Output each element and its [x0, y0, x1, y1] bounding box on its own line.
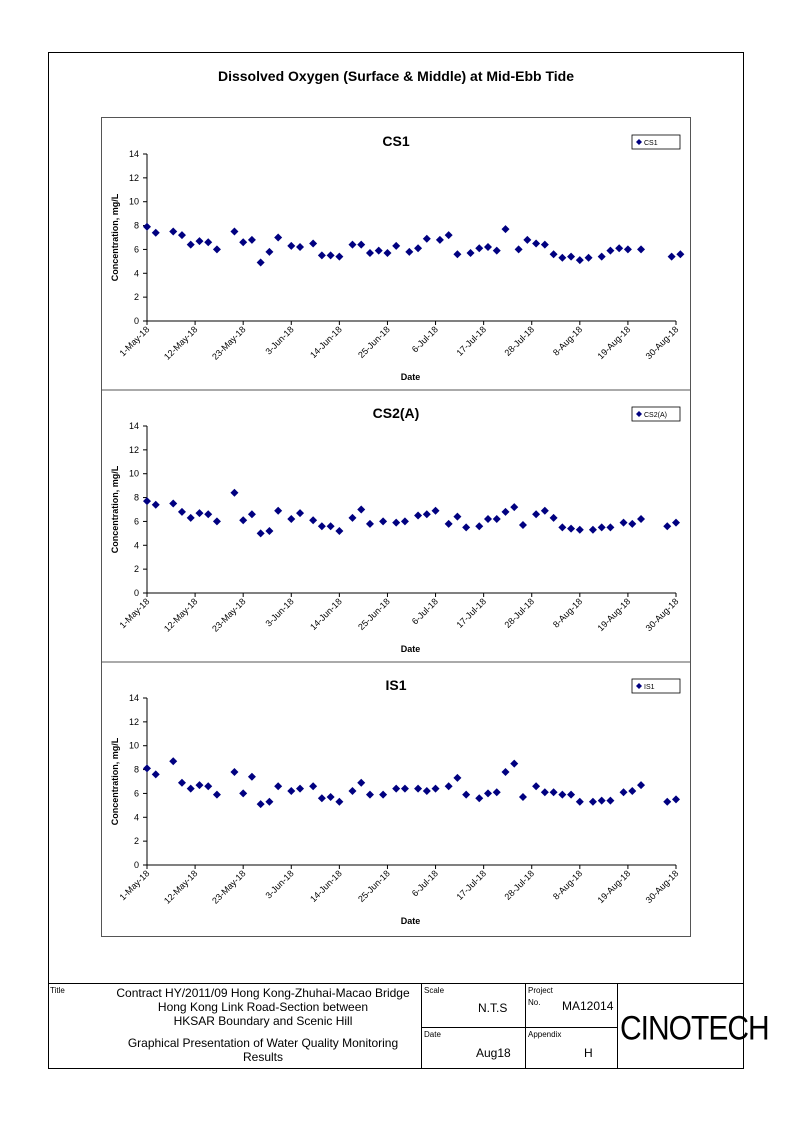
data-point — [187, 241, 195, 249]
data-point — [550, 250, 558, 258]
x-tick-label: 25-Jun-18 — [356, 324, 392, 361]
x-axis-label: Date — [400, 644, 421, 654]
y-tick-label: 2 — [133, 564, 139, 575]
x-tick-label: 6-Jul-18 — [409, 868, 440, 899]
x-tick-label: 14-Jun-18 — [308, 324, 344, 361]
x-tick-label: 30-Aug-18 — [643, 324, 681, 362]
data-point — [423, 235, 431, 243]
data-point — [620, 788, 628, 796]
data-point — [493, 515, 501, 523]
data-point — [366, 520, 374, 528]
data-point — [423, 510, 431, 518]
appendix-label: Appendix — [528, 1030, 562, 1039]
chart-title: CS1 — [382, 133, 410, 149]
data-point — [541, 788, 549, 796]
y-tick-label: 0 — [133, 316, 139, 326]
data-point — [510, 503, 518, 511]
y-tick-label: 8 — [133, 220, 139, 231]
data-point — [379, 791, 387, 799]
x-tick-label: 8-Aug-18 — [550, 596, 585, 630]
data-point — [515, 245, 523, 253]
project-title — [108, 986, 418, 1064]
data-point — [558, 523, 566, 531]
data-point — [637, 245, 645, 253]
data-point — [628, 787, 636, 795]
data-point — [401, 517, 409, 525]
x-tick-label: 30-Aug-18 — [643, 868, 681, 906]
y-tick-label: 0 — [133, 588, 139, 598]
data-point — [628, 520, 636, 528]
data-point — [257, 259, 265, 267]
data-point — [366, 791, 374, 799]
y-tick-label: 14 — [128, 693, 139, 703]
scale-label: Scale — [424, 986, 445, 995]
data-point — [585, 254, 593, 262]
x-tick-label: 23-May-18 — [210, 324, 248, 362]
data-point — [248, 236, 256, 244]
data-point — [672, 795, 680, 803]
data-point — [453, 774, 461, 782]
project-no-label: No. — [528, 998, 541, 1007]
y-axis-label: Concentration, mg/L — [110, 193, 120, 282]
data-point — [357, 241, 365, 249]
x-tick-label: 6-Jul-18 — [409, 324, 440, 355]
data-point — [401, 785, 409, 793]
data-point — [348, 514, 356, 522]
x-tick-label: 23-May-18 — [210, 596, 248, 634]
data-point — [204, 782, 212, 790]
data-point — [414, 511, 422, 519]
data-point — [501, 768, 509, 776]
title-line: Contract HY/2011/09 Hong Kong-Zhuhai-Macao Bridge — [116, 986, 410, 1000]
data-point — [392, 519, 400, 527]
data-point — [287, 242, 295, 250]
data-point — [169, 757, 177, 765]
y-tick-label: 8 — [133, 764, 139, 775]
data-point — [392, 242, 400, 250]
data-point — [414, 244, 422, 252]
data-point — [239, 238, 247, 246]
data-point — [467, 249, 475, 257]
x-tick-label: 8-Aug-18 — [550, 324, 585, 358]
y-tick-label: 12 — [128, 716, 139, 727]
data-point — [637, 781, 645, 789]
y-tick-label: 14 — [128, 421, 139, 431]
data-point — [309, 782, 317, 790]
title-label: Title — [50, 986, 65, 995]
data-point — [335, 527, 343, 535]
x-tick-label: 14-Jun-18 — [308, 868, 344, 905]
title-line: Hong Kong Link Road-Section between — [157, 1000, 369, 1014]
data-point — [445, 520, 453, 528]
data-point — [296, 509, 304, 517]
x-axis-label: Date — [400, 916, 421, 926]
y-tick-label: 2 — [133, 292, 139, 303]
x-tick-label: 12-May-18 — [162, 324, 200, 362]
data-point — [239, 789, 247, 797]
x-tick-label: 3-Jun-18 — [263, 324, 296, 357]
data-point — [405, 248, 413, 256]
data-point — [195, 509, 203, 517]
data-point — [327, 793, 335, 801]
x-tick-label: 19-Aug-18 — [595, 596, 633, 634]
chart-3 — [102, 662, 690, 926]
y-tick-label: 2 — [133, 836, 139, 847]
data-point — [230, 489, 238, 497]
chart-1 — [110, 133, 684, 382]
data-point — [558, 254, 566, 262]
x-tick-label: 1-May-18 — [117, 868, 152, 903]
y-tick-label: 4 — [133, 812, 139, 823]
data-point — [493, 247, 501, 255]
data-point — [178, 508, 186, 516]
data-point — [475, 244, 483, 252]
data-point — [152, 501, 160, 509]
legend — [632, 679, 680, 693]
data-point — [287, 515, 295, 523]
data-point — [213, 791, 221, 799]
data-point — [567, 791, 575, 799]
data-point — [484, 789, 492, 797]
data-point — [620, 519, 628, 527]
data-point — [414, 785, 422, 793]
data-point — [484, 243, 492, 251]
data-point — [318, 522, 326, 530]
title-line: HKSAR Boundary and Scenic Hill — [173, 1014, 353, 1028]
y-tick-label: 6 — [133, 244, 139, 255]
data-point — [204, 238, 212, 246]
data-point — [383, 249, 391, 257]
x-tick-label: 12-May-18 — [162, 596, 200, 634]
data-point — [484, 515, 492, 523]
data-point — [318, 251, 326, 259]
data-point — [598, 797, 606, 805]
x-tick-label: 8-Aug-18 — [550, 868, 585, 902]
data-point — [676, 250, 684, 258]
x-tick-label: 28-Jul-18 — [502, 596, 537, 630]
data-point — [606, 523, 614, 531]
y-tick-label: 12 — [128, 444, 139, 455]
data-point — [510, 760, 518, 768]
x-tick-label: 23-May-18 — [210, 868, 248, 906]
data-point — [257, 529, 265, 537]
data-point — [501, 508, 509, 516]
legend — [632, 407, 680, 421]
x-tick-label: 19-Aug-18 — [595, 868, 633, 906]
data-point — [475, 794, 483, 802]
date-value: Aug18 — [476, 1046, 511, 1060]
project-label: Project — [528, 986, 553, 995]
legend-label: IS1 — [644, 684, 655, 691]
data-point — [152, 770, 160, 778]
data-point — [589, 798, 597, 806]
data-point — [532, 782, 540, 790]
data-point — [274, 234, 282, 242]
data-point — [309, 239, 317, 247]
data-point — [462, 523, 470, 531]
data-point — [169, 500, 177, 508]
data-point — [606, 247, 614, 255]
data-point — [296, 243, 304, 251]
data-point — [195, 237, 203, 245]
data-point — [335, 253, 343, 261]
data-point — [576, 798, 584, 806]
scale-value: N.T.S — [478, 1001, 508, 1015]
y-tick-label: 10 — [128, 196, 139, 207]
date-label: Date — [424, 1030, 441, 1039]
data-point — [169, 228, 177, 236]
x-axis-label: Date — [400, 372, 421, 382]
data-point — [519, 793, 527, 801]
data-point — [541, 241, 549, 249]
data-point — [152, 229, 160, 237]
chart-2 — [102, 390, 690, 654]
title-line: Results — [242, 1050, 283, 1064]
data-point — [187, 514, 195, 522]
data-point — [541, 507, 549, 515]
y-axis-label: Concentration, mg/L — [110, 465, 120, 554]
data-point — [178, 779, 186, 787]
data-point — [501, 225, 509, 233]
data-point — [213, 517, 221, 525]
data-point — [615, 244, 623, 252]
data-point — [423, 787, 431, 795]
divider — [421, 1027, 617, 1028]
data-point — [519, 521, 527, 529]
data-point — [445, 782, 453, 790]
data-point — [598, 253, 606, 261]
data-point — [375, 247, 383, 255]
x-tick-label: 25-Jun-18 — [356, 596, 392, 633]
data-point — [637, 515, 645, 523]
company-logo: CINOTECH — [620, 1009, 769, 1048]
page-title: Dissolved Oxygen (Surface & Middle) at Mid-Ebb Tide — [217, 68, 575, 84]
x-tick-label: 14-Jun-18 — [308, 596, 344, 633]
data-point — [567, 525, 575, 533]
data-point — [143, 497, 151, 505]
data-point — [309, 516, 317, 524]
data-point — [239, 516, 247, 524]
data-point — [248, 773, 256, 781]
y-tick-label: 10 — [128, 740, 139, 751]
divider — [617, 984, 618, 1069]
y-tick-label: 4 — [133, 268, 139, 279]
data-point — [432, 785, 440, 793]
data-point — [493, 788, 501, 796]
y-tick-label: 10 — [128, 468, 139, 479]
data-point — [668, 253, 676, 261]
data-point — [318, 794, 326, 802]
y-tick-label: 8 — [133, 492, 139, 503]
data-point — [296, 785, 304, 793]
data-point — [598, 523, 606, 531]
x-tick-label: 30-Aug-18 — [643, 596, 681, 634]
data-point — [453, 513, 461, 521]
data-point — [523, 236, 531, 244]
data-point — [178, 231, 186, 239]
data-point — [532, 510, 540, 518]
legend-label: CS2(A) — [644, 412, 667, 419]
data-point — [230, 768, 238, 776]
x-tick-label: 25-Jun-18 — [356, 868, 392, 905]
x-tick-label: 17-Jul-18 — [454, 596, 489, 630]
data-point — [265, 248, 273, 256]
x-tick-label: 12-May-18 — [162, 868, 200, 906]
y-tick-label: 6 — [133, 516, 139, 527]
data-point — [576, 256, 584, 264]
x-tick-label: 17-Jul-18 — [454, 324, 489, 358]
data-point — [327, 522, 335, 530]
data-point — [453, 250, 461, 258]
data-point — [663, 798, 671, 806]
x-tick-label: 28-Jul-18 — [502, 868, 537, 902]
data-point — [532, 239, 540, 247]
title-line: Graphical Presentation of Water Quality Monitoring — [127, 1036, 399, 1050]
data-point — [357, 779, 365, 787]
data-point — [187, 785, 195, 793]
x-tick-label: 1-May-18 — [117, 324, 152, 359]
data-point — [475, 522, 483, 530]
y-tick-label: 6 — [133, 788, 139, 799]
data-point — [265, 798, 273, 806]
data-point — [204, 510, 212, 518]
chart-title: CS2(A) — [372, 405, 420, 421]
data-point — [230, 228, 238, 236]
data-point — [550, 788, 558, 796]
charts-svg — [102, 118, 690, 936]
x-tick-label: 19-Aug-18 — [595, 324, 633, 362]
data-point — [348, 241, 356, 249]
data-point — [287, 787, 295, 795]
y-tick-label: 14 — [128, 149, 139, 159]
data-point — [445, 231, 453, 239]
y-tick-label: 0 — [133, 860, 139, 870]
x-tick-label: 3-Jun-18 — [263, 596, 296, 629]
data-point — [274, 782, 282, 790]
data-point — [576, 526, 584, 534]
x-tick-label: 28-Jul-18 — [502, 324, 537, 358]
data-point — [257, 800, 265, 808]
data-point — [432, 507, 440, 515]
data-point — [248, 510, 256, 518]
y-tick-label: 12 — [128, 172, 139, 183]
data-point — [379, 517, 387, 525]
project-value: MA12014 — [562, 999, 614, 1013]
data-point — [624, 245, 632, 253]
data-point — [550, 514, 558, 522]
data-point — [606, 797, 614, 805]
y-tick-label: 4 — [133, 540, 139, 551]
data-point — [436, 236, 444, 244]
legend-label: CS1 — [644, 140, 658, 147]
x-tick-label: 6-Jul-18 — [409, 596, 440, 627]
data-point — [213, 245, 221, 253]
data-point — [357, 506, 365, 514]
data-point — [558, 791, 566, 799]
data-point — [462, 791, 470, 799]
data-point — [392, 785, 400, 793]
data-point — [265, 527, 273, 535]
data-point — [567, 253, 575, 261]
data-point — [672, 519, 680, 527]
y-axis-label: Concentration, mg/L — [110, 737, 120, 826]
data-point — [335, 798, 343, 806]
appendix-value: H — [584, 1046, 593, 1060]
data-point — [327, 251, 335, 259]
data-point — [366, 249, 374, 257]
x-tick-label: 3-Jun-18 — [263, 868, 296, 901]
legend — [632, 135, 680, 149]
x-tick-label: 1-May-18 — [117, 596, 152, 631]
chart-title: IS1 — [385, 677, 407, 693]
data-point — [274, 507, 282, 515]
data-point — [195, 781, 203, 789]
data-point — [663, 522, 671, 530]
data-point — [589, 526, 597, 534]
data-point — [143, 764, 151, 772]
x-tick-label: 17-Jul-18 — [454, 868, 489, 902]
chart-panel — [101, 117, 691, 937]
data-point — [143, 223, 151, 231]
data-point — [348, 787, 356, 795]
